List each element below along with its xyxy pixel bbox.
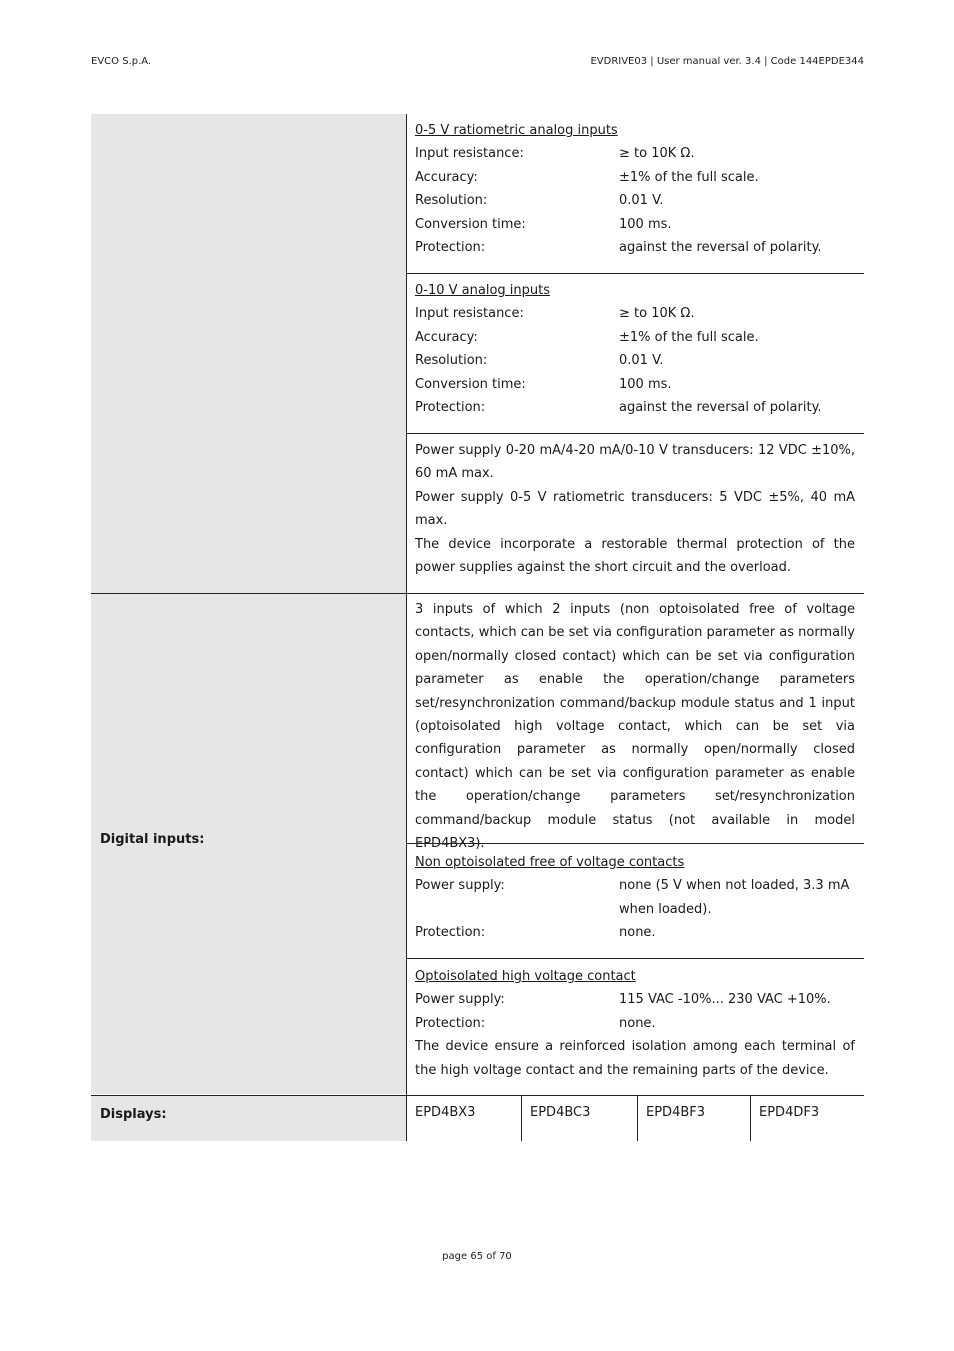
section-digital-intro (406, 598, 864, 855)
section-title: 0-10 V analog inputs (415, 283, 550, 298)
section-optoisolated (406, 965, 864, 1082)
section-ratiometric (406, 119, 864, 259)
spec-row: Power supply: 115 VAC -10%... 230 VAC +10%. (415, 992, 831, 1008)
label-cell-displays (91, 1096, 406, 1141)
label-cell-digital-inputs (91, 594, 406, 1094)
divider (406, 958, 864, 959)
spec-row: Protection: against the reversal of polarity. (415, 399, 822, 415)
section-non-optoisolated (406, 851, 864, 945)
spec-row: Protection: against the reversal of polarity. (415, 239, 822, 255)
divider (406, 273, 864, 274)
company-name: EVCO S.p.A. (91, 56, 152, 67)
spec-row: Resolution: 0.01 V. (415, 353, 664, 369)
divider (406, 843, 864, 844)
display-model: EPD4BF3 (646, 1105, 706, 1120)
power-paragraph: Power supply 0-5 V ratiometric transducers: 5 VDC ±5%, 40 mA max. (415, 489, 855, 529)
row-divider (91, 593, 864, 594)
digital-intro-text: 3 inputs of which 2 inputs (non optoisolated free of voltage contacts, which can be set via configuration parameter as normally open/normally closed contact) which can be set via configuration parameter as enable the operation/change parameters set/resynchronization command/backup module status and 1 input (optoisolated high voltage contact, which can be set via configuration parameter as normally open/normally closed contact) which can be set via configuration parameter as enable the operation/change parameters set/resynchronization command/backup module status (not available in model EPD4BX3). (415, 602, 855, 852)
spec-row: Power supply: none (5 V when not loaded, 3.3 mA when loaded). (415, 878, 850, 917)
display-model: EPD4DF3 (759, 1105, 820, 1120)
spec-row: Protection: none. (415, 1015, 656, 1031)
section-title: Non optoisolated free of voltage contacts (415, 855, 685, 870)
section-power-supply (406, 439, 864, 579)
displays-label: Displays: (100, 1107, 167, 1122)
spec-row: Accuracy: ±1% of the full scale. (415, 169, 759, 185)
spec-row: Accuracy: ±1% of the full scale. (415, 329, 759, 345)
power-paragraph: The device incorporate a restorable thermal protection of the power supplies against the short circuit and the overload. (415, 536, 855, 576)
divider (406, 433, 864, 434)
spec-row: Input resistance: ≥ to 10K Ω. (415, 146, 695, 162)
page-number: page 65 of 70 (442, 1251, 512, 1262)
document-title: EVDRIVE03 | User manual ver. 3.4 | Code 144EPDE344 (590, 56, 864, 67)
spec-row: Conversion time: 100 ms. (415, 376, 672, 392)
section-title: 0-5 V ratiometric analog inputs (415, 123, 618, 138)
label-cell-power (91, 114, 406, 593)
display-model: EPD4BX3 (415, 1105, 476, 1120)
optoisolated-note: The device ensure a reinforced isolation among each terminal of the high voltage contact and the remaining parts of the device. (415, 1039, 855, 1078)
spec-row: Resolution: 0.01 V. (415, 193, 664, 209)
power-paragraph: Power supply 0-20 mA/4-20 mA/0-10 V transducers: 12 VDC ±10%, 60 mA max. (415, 443, 855, 482)
digital-inputs-label: Digital inputs: (100, 832, 205, 847)
display-model: EPD4BC3 (530, 1105, 591, 1120)
spec-row: Protection: none. (415, 925, 656, 941)
displays-row (406, 1096, 864, 1141)
spec-row: Input resistance: ≥ to 10K Ω. (415, 306, 695, 322)
spec-row: Conversion time: 100 ms. (415, 216, 672, 232)
section-analog-10v (406, 279, 864, 419)
section-title: Optoisolated high voltage contact (415, 969, 636, 984)
